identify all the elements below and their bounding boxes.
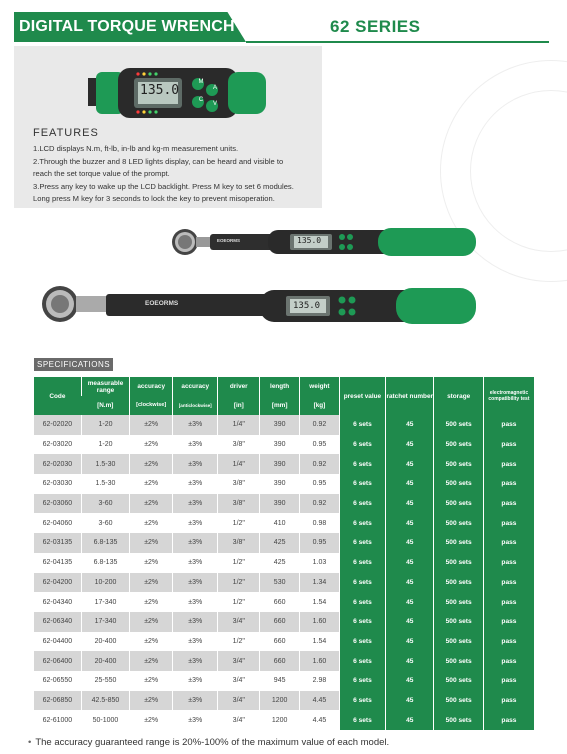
- table-cell: 3/8": [218, 474, 260, 494]
- table-cell: 45: [386, 671, 434, 691]
- table-cell: ±2%: [130, 435, 173, 455]
- table-cell: ±2%: [130, 691, 173, 711]
- table-cell: 945: [260, 671, 300, 691]
- col-header-accuracy-cw-sub: [clockwise]: [130, 396, 173, 415]
- feature-line: Long press M key for 3 seconds to lock the key to prevent misoperation.: [33, 194, 275, 204]
- table-cell: pass: [483, 573, 534, 593]
- table-cell: 6 sets: [339, 573, 385, 593]
- table-row: [34, 513, 534, 533]
- table-cell: pass: [483, 651, 534, 671]
- table-cell: 3/8": [218, 533, 260, 553]
- table-cell: 1200: [260, 691, 300, 711]
- table-cell: pass: [483, 415, 534, 435]
- table-cell: 3/4": [218, 612, 260, 632]
- table-cell: 6 sets: [339, 592, 385, 612]
- table-cell: 4.45: [300, 691, 340, 711]
- table-cell: ±3%: [173, 454, 218, 474]
- table-cell: 4.45: [300, 710, 340, 730]
- key-m-label: M: [198, 79, 204, 85]
- table-cell: 0.92: [300, 494, 340, 514]
- table-row: [34, 632, 534, 652]
- table-cell: 3-60: [81, 513, 129, 533]
- table-cell: 660: [260, 651, 300, 671]
- col-header-range-unit: [N.m]: [81, 396, 129, 415]
- table-cell: ±2%: [130, 513, 173, 533]
- table-row: [34, 435, 534, 455]
- table-cell: pass: [483, 454, 534, 474]
- table-cell: 1.54: [300, 592, 340, 612]
- table-cell: 45: [386, 513, 434, 533]
- col-header-weight: weight: [300, 377, 340, 396]
- table-cell: 425: [260, 553, 300, 573]
- col-header-weight-unit: [kg]: [300, 396, 340, 415]
- table-cell: pass: [483, 612, 534, 632]
- table-cell: pass: [483, 592, 534, 612]
- col-header-storage: storage: [434, 377, 483, 415]
- large-wrench-image: [40, 282, 480, 332]
- col-header-accuracy-cw: accuracy: [130, 377, 173, 396]
- table-cell: pass: [483, 533, 534, 553]
- table-cell: 0.95: [300, 474, 340, 494]
- table-cell: 42.5-850: [81, 691, 129, 711]
- table-cell: 1/4": [218, 415, 260, 435]
- table-cell: 390: [260, 494, 300, 514]
- table-cell: 62-61000: [34, 710, 81, 730]
- col-header-ratchet: ratchet number: [386, 377, 434, 415]
- table-cell: 6.8-135: [81, 553, 129, 573]
- table-cell: 62-02030: [34, 454, 81, 474]
- table-cell: ±2%: [130, 454, 173, 474]
- table-cell: 6 sets: [339, 553, 385, 573]
- table-cell: 660: [260, 632, 300, 652]
- table-cell: ±3%: [173, 710, 218, 730]
- table-cell: 660: [260, 612, 300, 632]
- table-cell: 1.5-30: [81, 454, 129, 474]
- table-cell: ±2%: [130, 494, 173, 514]
- table-cell: 0.95: [300, 435, 340, 455]
- col-header-length-unit: [mm]: [260, 396, 300, 415]
- table-cell: 3/4": [218, 651, 260, 671]
- feature-line: 2.Through the buzzer and 8 LED lights display, can be heard and visible to: [33, 156, 284, 166]
- table-cell: ±3%: [173, 474, 218, 494]
- table-cell: ±2%: [130, 415, 173, 435]
- table-cell: 62-02020: [34, 415, 81, 435]
- table-row: [34, 454, 534, 474]
- table-cell: 500 sets: [434, 612, 483, 632]
- table-cell: 62-06850: [34, 691, 81, 711]
- table-cell: 45: [386, 651, 434, 671]
- table-cell: 1/2": [218, 632, 260, 652]
- table-cell: ±3%: [173, 612, 218, 632]
- brand-logo: EOEORMS: [145, 300, 179, 307]
- table-cell: 62-04135: [34, 553, 81, 573]
- col-header-emc: electromagnetic compatibility test: [483, 377, 534, 415]
- table-cell: 45: [386, 454, 434, 474]
- table-cell: 500 sets: [434, 494, 483, 514]
- table-cell: 6 sets: [339, 533, 385, 553]
- table-cell: pass: [483, 553, 534, 573]
- table-cell: 500 sets: [434, 651, 483, 671]
- table-cell: 0.95: [300, 533, 340, 553]
- table-row: [34, 671, 534, 691]
- col-header-driver: driver: [218, 377, 260, 396]
- table-cell: 62-06550: [34, 671, 81, 691]
- table-cell: 1200: [260, 710, 300, 730]
- table-cell: ±3%: [173, 513, 218, 533]
- table-cell: ±3%: [173, 553, 218, 573]
- table-cell: 45: [386, 435, 434, 455]
- table-cell: 1.60: [300, 612, 340, 632]
- table-cell: 3/4": [218, 691, 260, 711]
- table-cell: 1-20: [81, 435, 129, 455]
- table-cell: pass: [483, 632, 534, 652]
- table-cell: ±2%: [130, 573, 173, 593]
- table-cell: 1/2": [218, 592, 260, 612]
- table-cell: 390: [260, 415, 300, 435]
- table-cell: 45: [386, 415, 434, 435]
- table-row: [34, 710, 534, 730]
- table-cell: 500 sets: [434, 592, 483, 612]
- table-cell: 3/4": [218, 710, 260, 730]
- table-cell: 6 sets: [339, 494, 385, 514]
- table-cell: 45: [386, 632, 434, 652]
- table-cell: 62-03030: [34, 474, 81, 494]
- table-cell: 25-550: [81, 671, 129, 691]
- table-cell: 425: [260, 533, 300, 553]
- table-cell: 500 sets: [434, 632, 483, 652]
- table-cell: 45: [386, 710, 434, 730]
- table-cell: ±2%: [130, 632, 173, 652]
- table-cell: ±2%: [130, 710, 173, 730]
- table-cell: pass: [483, 671, 534, 691]
- table-cell: 62-06400: [34, 651, 81, 671]
- table-cell: 0.92: [300, 454, 340, 474]
- table-cell: 500 sets: [434, 474, 483, 494]
- table-cell: 1/2": [218, 513, 260, 533]
- table-cell: 6 sets: [339, 651, 385, 671]
- table-cell: 500 sets: [434, 415, 483, 435]
- table-cell: 45: [386, 592, 434, 612]
- table-cell: 6 sets: [339, 454, 385, 474]
- table-row: [34, 474, 534, 494]
- table-row: [34, 533, 534, 553]
- table-row: [34, 592, 534, 612]
- lcd-readout: 135.0: [293, 301, 321, 311]
- table-cell: 3/8": [218, 494, 260, 514]
- table-cell: 1/4": [218, 454, 260, 474]
- table-cell: 62-04200: [34, 573, 81, 593]
- table-cell: 6 sets: [339, 474, 385, 494]
- col-header-preset: preset value: [339, 377, 385, 415]
- table-row: [34, 691, 534, 711]
- table-cell: ±3%: [173, 435, 218, 455]
- table-cell: 1.60: [300, 651, 340, 671]
- table-cell: 45: [386, 533, 434, 553]
- note-text: The accuracy guaranteed range is 20%-100% of the maximum value of each model.: [35, 737, 390, 748]
- table-cell: 17-340: [81, 612, 129, 632]
- table-cell: 45: [386, 474, 434, 494]
- table-cell: 6.8-135: [81, 533, 129, 553]
- table-cell: ±2%: [130, 651, 173, 671]
- table-cell: 6 sets: [339, 632, 385, 652]
- table-cell: 6 sets: [339, 415, 385, 435]
- series-title: 62 SERIES: [330, 17, 421, 36]
- table-row: [34, 415, 534, 435]
- feature-line: 1.LCD displays N.m, ft-lb, in-lb and kg-m measurement units.: [33, 144, 239, 153]
- table-cell: ±3%: [173, 671, 218, 691]
- table-cell: 45: [386, 494, 434, 514]
- col-header-accuracy-ccw: accuracy: [173, 377, 218, 396]
- table-cell: 62-04340: [34, 592, 81, 612]
- table-cell: 45: [386, 612, 434, 632]
- note-bullet: •: [28, 737, 32, 748]
- table-cell: 390: [260, 454, 300, 474]
- table-cell: 62-04400: [34, 632, 81, 652]
- table-cell: 1.5-30: [81, 474, 129, 494]
- table-cell: 0.92: [300, 415, 340, 435]
- table-cell: pass: [483, 494, 534, 514]
- table-cell: 500 sets: [434, 691, 483, 711]
- table-cell: 500 sets: [434, 553, 483, 573]
- table-cell: 390: [260, 435, 300, 455]
- table-cell: 45: [386, 553, 434, 573]
- table-cell: ±2%: [130, 474, 173, 494]
- table-cell: pass: [483, 691, 534, 711]
- table-cell: 1.03: [300, 553, 340, 573]
- table-cell: 500 sets: [434, 671, 483, 691]
- title-underline: [246, 41, 549, 43]
- table-cell: pass: [483, 513, 534, 533]
- table-cell: 2.98: [300, 671, 340, 691]
- table-cell: 62-03020: [34, 435, 81, 455]
- table-row: [34, 573, 534, 593]
- table-cell: 500 sets: [434, 513, 483, 533]
- table-row: [34, 553, 534, 573]
- table-cell: 1/2": [218, 553, 260, 573]
- table-cell: 1.34: [300, 573, 340, 593]
- table-cell: 1.54: [300, 632, 340, 652]
- table-cell: 45: [386, 691, 434, 711]
- table-cell: 660: [260, 592, 300, 612]
- table-cell: ±2%: [130, 533, 173, 553]
- table-cell: 410: [260, 513, 300, 533]
- table-cell: ±3%: [173, 632, 218, 652]
- feature-line: reach the set torque value of the prompt.: [33, 169, 170, 179]
- col-header-length: length: [260, 377, 300, 396]
- table-cell: 6 sets: [339, 710, 385, 730]
- table-cell: ±2%: [130, 553, 173, 573]
- table-cell: 500 sets: [434, 533, 483, 553]
- col-header-accuracy-ccw-sub: [anticlockwise]: [173, 396, 218, 415]
- table-cell: 1-20: [81, 415, 129, 435]
- table-cell: 20-400: [81, 651, 129, 671]
- accuracy-note: [28, 737, 389, 748]
- lcd-readout: 135.0: [140, 83, 180, 98]
- small-wrench-image: [168, 222, 480, 262]
- table-cell: 500 sets: [434, 710, 483, 730]
- table-cell: 62-03135: [34, 533, 81, 553]
- table-cell: 62-03060: [34, 494, 81, 514]
- lcd-readout: 135.0: [297, 236, 322, 245]
- table-cell: 500 sets: [434, 573, 483, 593]
- table-cell: 6 sets: [339, 671, 385, 691]
- table-cell: pass: [483, 435, 534, 455]
- table-cell: 500 sets: [434, 454, 483, 474]
- col-header-range: measurable range: [81, 377, 129, 396]
- table-cell: 1/2": [218, 573, 260, 593]
- table-cell: ±3%: [173, 533, 218, 553]
- table-cell: pass: [483, 710, 534, 730]
- table-cell: 500 sets: [434, 435, 483, 455]
- key-c-label: C: [198, 97, 204, 103]
- table-cell: pass: [483, 474, 534, 494]
- table-cell: 0.98: [300, 513, 340, 533]
- table-cell: 3/4": [218, 671, 260, 691]
- table-cell: 6 sets: [339, 435, 385, 455]
- brand-logo: EOEORMS: [217, 238, 241, 243]
- table-cell: 390: [260, 474, 300, 494]
- table-row: [34, 612, 534, 632]
- features-heading: FEATURES: [33, 127, 99, 139]
- col-header-driver-unit: [in]: [218, 396, 260, 415]
- table-cell: ±3%: [173, 494, 218, 514]
- key-down-label: V: [212, 101, 217, 107]
- table-cell: 17-340: [81, 592, 129, 612]
- table-cell: ±3%: [173, 691, 218, 711]
- table-cell: 6 sets: [339, 612, 385, 632]
- table-cell: 62-06340: [34, 612, 81, 632]
- table-cell: ±2%: [130, 671, 173, 691]
- specifications-label: SPECIFICATIONS: [34, 358, 113, 371]
- page-title: DIGITAL TORQUE WRENCH: [19, 18, 235, 35]
- table-cell: 6 sets: [339, 691, 385, 711]
- col-header-code: Code: [34, 377, 81, 415]
- table-cell: 6 sets: [339, 513, 385, 533]
- table-cell: ±3%: [173, 651, 218, 671]
- table-cell: 3/8": [218, 435, 260, 455]
- table-row: [34, 494, 534, 514]
- table-cell: 50-1000: [81, 710, 129, 730]
- table-cell: 45: [386, 573, 434, 593]
- table-cell: 62-04060: [34, 513, 81, 533]
- table-cell: 20-400: [81, 632, 129, 652]
- table-cell: ±3%: [173, 415, 218, 435]
- table-cell: ±3%: [173, 573, 218, 593]
- features-list: [33, 143, 308, 206]
- specifications-table: [34, 377, 534, 730]
- table-cell: ±2%: [130, 592, 173, 612]
- table-cell: ±3%: [173, 592, 218, 612]
- key-up-label: A: [212, 85, 217, 91]
- table-cell: ±2%: [130, 612, 173, 632]
- table-cell: 10-200: [81, 573, 129, 593]
- table-cell: 3-60: [81, 494, 129, 514]
- table-row: [34, 651, 534, 671]
- table-cell: 530: [260, 573, 300, 593]
- feature-line: 3.Press any key to wake up the LCD backlight. Press M key to set 6 modules.: [33, 181, 294, 191]
